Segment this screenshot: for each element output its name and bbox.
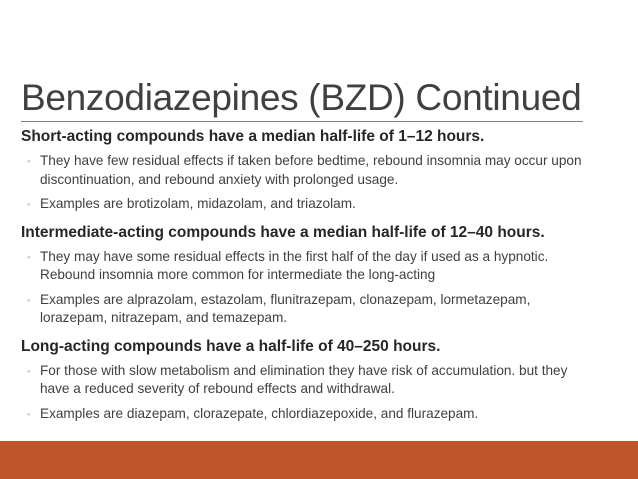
bullet-marker-icon: ◦ bbox=[27, 251, 31, 262]
title-divider bbox=[21, 121, 583, 122]
section-heading: Short-acting compounds have a median half-life of 1–12 hours. bbox=[21, 128, 485, 145]
bullet-item bbox=[21, 195, 596, 214]
bullet-list bbox=[21, 248, 596, 328]
footer-accent-band bbox=[0, 441, 638, 479]
section-heading: Intermediate-acting compounds have a median half-life of 12–40 hours. bbox=[21, 223, 545, 241]
bullet-marker-icon: ◦ bbox=[27, 156, 31, 166]
bullet-item bbox=[21, 405, 596, 424]
slide-title: Benzodiazepines (BZD) Continued bbox=[21, 77, 582, 118]
bullet-list bbox=[21, 362, 596, 424]
bullet-text: They may have some residual effects in the first half of the day if used as a hypnotic. Rebound insomnia more common for intermediate the long-acting bbox=[40, 248, 549, 282]
section-heading: Long-acting compounds have a half-life of 40–250 hours. bbox=[21, 337, 441, 355]
bullet-marker-icon: ◦ bbox=[27, 199, 31, 209]
bullet-item bbox=[21, 248, 596, 285]
section-intermediate-acting bbox=[21, 222, 596, 328]
bullet-text: For those with slow metabolism and elimination they have risk of accumulation. but they have a reduced severity of rebound effects and withdrawal. bbox=[40, 362, 568, 396]
bullet-marker-icon: ◦ bbox=[27, 408, 31, 419]
bullet-text: Examples are alprazolam, estazolam, flunitrazepam, clonazepam, lormetazepam, lorazepam, nitrazepam, and temazepam. bbox=[40, 291, 531, 325]
bullet-item bbox=[21, 152, 596, 189]
bullet-marker-icon: ◦ bbox=[27, 365, 31, 376]
section-long-acting bbox=[21, 336, 596, 424]
bullet-text: Examples are brotizolam, midazolam, and triazolam. bbox=[40, 196, 356, 211]
bullet-text: Examples are diazepam, clorazepate, chlordiazepoxide, and flurazepam. bbox=[40, 405, 479, 421]
bullet-item bbox=[21, 291, 596, 328]
bullet-marker-icon: ◦ bbox=[27, 294, 31, 305]
bullet-item bbox=[21, 362, 596, 399]
bullet-list bbox=[21, 152, 596, 214]
bullet-text: They have few residual effects if taken before bedtime, rebound insomnia may occur upon discontinuation, and rebound anxiety with prolonged usage. bbox=[40, 153, 582, 187]
slide-content bbox=[21, 126, 596, 429]
section-short-acting bbox=[21, 126, 596, 214]
